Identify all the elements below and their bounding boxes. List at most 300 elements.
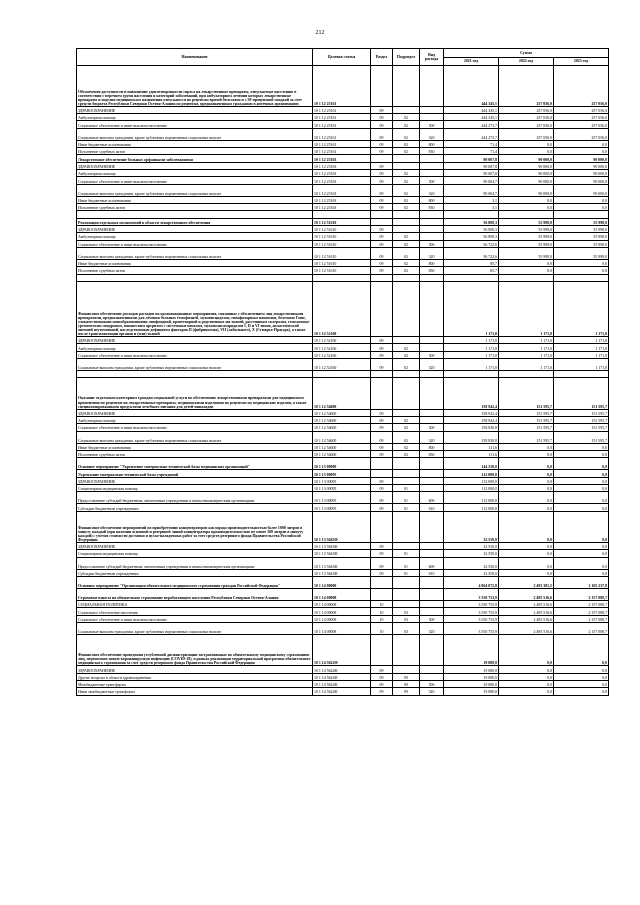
cell-expense-type xyxy=(420,666,444,673)
cell-name: Социальные выплаты гражданам, кроме публичных нормативных социальных выплат xyxy=(77,128,313,140)
header-name: Наименование xyxy=(77,49,313,66)
cell-2023: 90 000,0 xyxy=(554,162,609,169)
cell-2022: 0,0 xyxy=(499,450,554,457)
cell-subsection xyxy=(393,511,420,542)
cell-target: 10 1 12 51610 xyxy=(313,267,371,274)
cell-2022: 90 000,0 xyxy=(499,170,554,177)
cell-expense-type: 320 xyxy=(420,431,444,443)
cell-subsection: 02 xyxy=(393,240,420,247)
cell-2022: 2 485 516,6 xyxy=(499,615,554,622)
cell-2021: 56 808,3 xyxy=(444,233,499,240)
cell-2021: 56 808,3 xyxy=(444,225,499,232)
cell-subsection: 02 xyxy=(393,450,420,457)
table-row xyxy=(77,666,609,673)
cell-target xyxy=(313,274,371,281)
cell-expense-type xyxy=(420,281,444,336)
cell-section xyxy=(371,371,393,378)
cell-2022: 0,0 xyxy=(499,148,554,155)
table-body xyxy=(77,66,609,696)
cell-2021: 4 064 072,8 xyxy=(444,576,499,588)
cell-section: 09 xyxy=(371,504,393,511)
cell-subsection xyxy=(393,106,420,113)
cell-expense-type: 800 xyxy=(420,140,444,147)
cell-name: Социальное обеспечение и иные выплаты населению xyxy=(77,177,313,184)
cell-name xyxy=(77,274,313,281)
table-row xyxy=(77,218,609,225)
table-row xyxy=(77,177,609,184)
cell-2023: 0,0 xyxy=(554,484,609,491)
cell-2021: 90 007,8 xyxy=(444,162,499,169)
cell-subsection xyxy=(393,337,420,344)
cell-target: 10 1 14 00008 xyxy=(313,601,371,608)
cell-target: 10 1 13 00095 xyxy=(313,504,371,511)
cell-target: 10 1 12 51610 xyxy=(313,247,371,259)
cell-2022: 90 000,0 xyxy=(499,177,554,184)
cell-2023: 1 171,0 xyxy=(554,337,609,344)
cell-target: 10 1 12 51610 xyxy=(313,240,371,247)
cell-target: 10 1 12 25161 xyxy=(313,114,371,121)
cell-section xyxy=(371,458,393,470)
cell-subsection: 02 xyxy=(393,114,420,121)
cell-target: 10 1 13 00000 xyxy=(313,458,371,470)
cell-2021: 32 550,0 xyxy=(444,569,499,576)
table-row xyxy=(77,504,609,511)
table-row xyxy=(77,542,609,549)
cell-2021: 3 550 753,9 xyxy=(444,623,499,635)
table-row xyxy=(77,140,609,147)
cell-2021 xyxy=(444,211,499,218)
cell-2022: 0,0 xyxy=(499,267,554,274)
cell-subsection: 02 xyxy=(393,443,420,450)
cell-target: 10 1 12 54600 xyxy=(313,431,371,443)
cell-expense-type xyxy=(420,484,444,491)
cell-2022: 0,0 xyxy=(499,688,554,695)
cell-target: 10 1 12 54600 xyxy=(313,450,371,457)
cell-2022: 90 000,0 xyxy=(499,184,554,196)
cell-subsection xyxy=(393,211,420,218)
cell-name: Амбулаторная помощь xyxy=(77,344,313,351)
cell-2022: 257 056,0 xyxy=(499,66,554,107)
cell-2021: 3,1 xyxy=(444,196,499,203)
cell-2022: 0,0 xyxy=(499,484,554,491)
cell-subsection: 02 xyxy=(393,128,420,140)
cell-expense-type: 320 xyxy=(420,359,444,371)
cell-subsection: 02 xyxy=(393,259,420,266)
cell-subsection: 02 xyxy=(393,359,420,371)
cell-2021: 56 808,3 xyxy=(444,218,499,225)
cell-name: ЗДРАВООХРАНЕНИЕ xyxy=(77,666,313,673)
cell-target: 10 1 14 5622Ф xyxy=(313,680,371,687)
cell-target: 10 1 12 25163 xyxy=(313,155,371,162)
table-row xyxy=(77,114,609,121)
cell-name: Амбулаторная помощь xyxy=(77,233,313,240)
cell-target: 10 1 14 00008 xyxy=(313,608,371,615)
table-row xyxy=(77,337,609,344)
cell-section: 09 xyxy=(371,128,393,140)
cell-expense-type xyxy=(420,409,444,416)
cell-2023 xyxy=(554,211,609,218)
cell-section: 09 xyxy=(371,162,393,169)
cell-2022: 90 000,0 xyxy=(499,162,554,169)
cell-2021: 32 550,0 xyxy=(444,542,499,549)
cell-2021: 444 273,7 xyxy=(444,128,499,140)
cell-target: 10 1 12 25163 xyxy=(313,162,371,169)
cell-name: Иные бюджетные ассигнования xyxy=(77,140,313,147)
cell-2023: 2 157 088,7 xyxy=(554,615,609,622)
table-row xyxy=(77,211,609,218)
table-row xyxy=(77,424,609,431)
table-row xyxy=(77,635,609,666)
cell-2022: 0,0 xyxy=(499,140,554,147)
cell-2022: 257 056,0 xyxy=(499,128,554,140)
cell-target: 10 1 12 51610 xyxy=(313,225,371,232)
cell-subsection: 02 xyxy=(393,431,420,443)
cell-2022: 1 171,0 xyxy=(499,281,554,336)
cell-section: 09 xyxy=(371,477,393,484)
cell-expense-type xyxy=(420,511,444,542)
cell-2021: 444 345,1 xyxy=(444,66,499,107)
table-row xyxy=(77,148,609,155)
cell-2021: 3 550 753,9 xyxy=(444,601,499,608)
cell-2023: 0,0 xyxy=(554,450,609,457)
cell-section: 09 xyxy=(371,351,393,358)
cell-target: 10 1 12 52160 xyxy=(313,344,371,351)
cell-name: Оказание отдельным категориям граждан социальной услуги по обеспечению лекарственными препаратами для медицинского применения по рецептам на лекарственные препараты, медицинскими изделиями по рецептам на медицинские изделия, а также специализированными продуктами лечебного питания для детей-инвалидов xyxy=(77,378,313,409)
cell-subsection: 09 xyxy=(393,688,420,695)
cell-target: 10 1 13 5643Ф xyxy=(313,550,371,557)
cell-name: Субсидии бюджетным учреждениям xyxy=(77,569,313,576)
table-row xyxy=(77,344,609,351)
cell-section: 09 xyxy=(371,170,393,177)
cell-target: 10 1 12 25163 xyxy=(313,170,371,177)
cell-section: 09 xyxy=(371,416,393,423)
cell-2021: 111,6 xyxy=(444,443,499,450)
cell-2023: 257 056,0 xyxy=(554,121,609,128)
cell-section: 09 xyxy=(371,431,393,443)
cell-2022: 1 171,0 xyxy=(499,344,554,351)
header-target: Целевая статья xyxy=(313,49,371,66)
cell-2023: 151 595,7 xyxy=(554,378,609,409)
table-row xyxy=(77,615,609,622)
cell-section: 09 xyxy=(371,259,393,266)
cell-section: 09 xyxy=(371,443,393,450)
cell-expense-type xyxy=(420,477,444,484)
cell-subsection xyxy=(393,274,420,281)
cell-2023: 151 595,7 xyxy=(554,409,609,416)
cell-target: 10 1 13 5643Ф xyxy=(313,569,371,576)
cell-subsection: 02 xyxy=(393,121,420,128)
cell-name: Другие вопросы в области здравоохранения xyxy=(77,673,313,680)
cell-expense-type xyxy=(420,170,444,177)
cell-subsection: 02 xyxy=(393,140,420,147)
table-row xyxy=(77,477,609,484)
cell-2023: 1 171,0 xyxy=(554,359,609,371)
cell-expense-type xyxy=(420,673,444,680)
cell-2023: 257 056,0 xyxy=(554,106,609,113)
table-row xyxy=(77,623,609,635)
cell-name: Исполнение судебных актов xyxy=(77,204,313,211)
cell-subsection: 02 xyxy=(393,148,420,155)
cell-expense-type xyxy=(420,470,444,477)
cell-2022 xyxy=(499,211,554,218)
cell-expense-type xyxy=(420,371,444,378)
cell-section: 09 xyxy=(371,484,393,491)
cell-subsection: 02 xyxy=(393,184,420,196)
cell-2023: 0,0 xyxy=(554,511,609,542)
cell-2023: 0,0 xyxy=(554,477,609,484)
table-row xyxy=(77,351,609,358)
cell-target: 10 1 12 25161 xyxy=(313,121,371,128)
cell-2022: 0,0 xyxy=(499,196,554,203)
cell-2021: 90 004,7 xyxy=(444,184,499,196)
cell-subsection: 09 xyxy=(393,680,420,687)
cell-2021: 19 080,0 xyxy=(444,666,499,673)
cell-2023: 0,0 xyxy=(554,688,609,695)
cell-name: ЗДРАВООХРАНЕНИЕ xyxy=(77,225,313,232)
cell-2023: 1 171,0 xyxy=(554,351,609,358)
cell-subsection: 02 xyxy=(393,177,420,184)
cell-name: Социальные выплаты гражданам, кроме публичных нормативных социальных выплат xyxy=(77,184,313,196)
cell-expense-type xyxy=(420,337,444,344)
cell-2021: 112 000,0 xyxy=(444,477,499,484)
cell-name: Иные бюджетные ассигнования xyxy=(77,259,313,266)
cell-section: 09 xyxy=(371,569,393,576)
cell-2023: 0,0 xyxy=(554,148,609,155)
header-expense-type: Вид расхода xyxy=(420,49,444,66)
cell-expense-type: 800 xyxy=(420,259,444,266)
cell-expense-type: 320 xyxy=(420,623,444,635)
cell-section: 09 xyxy=(371,121,393,128)
cell-subsection: 03 xyxy=(393,615,420,622)
cell-expense-type xyxy=(420,576,444,588)
cell-2023: 151 595,7 xyxy=(554,416,609,423)
cell-target: 10 1 13 00095 xyxy=(313,470,371,477)
cell-subsection xyxy=(393,155,420,162)
cell-2021: 444 273,7 xyxy=(444,121,499,128)
table-row xyxy=(77,378,609,409)
cell-section: 09 xyxy=(371,359,393,371)
page-number: 212 xyxy=(315,30,325,36)
cell-section: 09 xyxy=(371,140,393,147)
cell-subsection: 02 xyxy=(393,247,420,259)
cell-2022: 2 485 516,6 xyxy=(499,608,554,615)
table-row xyxy=(77,601,609,608)
table-row xyxy=(77,680,609,687)
cell-target: 10 1 12 51610 xyxy=(313,259,371,266)
cell-target: 10 1 12 54600 xyxy=(313,409,371,416)
cell-name xyxy=(77,371,313,378)
cell-name: Социальные выплаты гражданам, кроме публичных нормативных социальных выплат xyxy=(77,247,313,259)
cell-section: 09 xyxy=(371,196,393,203)
cell-section xyxy=(371,511,393,542)
cell-subsection: 09 xyxy=(393,673,420,680)
cell-section xyxy=(371,589,393,601)
table-row xyxy=(77,267,609,274)
table-row xyxy=(77,274,609,281)
cell-2023: 0,0 xyxy=(554,504,609,511)
cell-section: 09 xyxy=(371,450,393,457)
cell-target: 10 1 14 00008 xyxy=(313,623,371,635)
cell-2022: 0,0 xyxy=(499,477,554,484)
cell-section xyxy=(371,66,393,107)
cell-2023: 1 171,0 xyxy=(554,344,609,351)
cell-target: 10 1 12 54600 xyxy=(313,416,371,423)
cell-target: 10 1 13 5643Ф xyxy=(313,557,371,569)
cell-2023: 0,0 xyxy=(554,492,609,504)
cell-2021: 112 000,0 xyxy=(444,470,499,477)
cell-2023: 0,0 xyxy=(554,204,609,211)
cell-2023: 0,0 xyxy=(554,550,609,557)
cell-2023: 0,0 xyxy=(554,196,609,203)
cell-name: Амбулаторная помощь xyxy=(77,114,313,121)
cell-2022: 90 000,0 xyxy=(499,155,554,162)
cell-expense-type: 300 xyxy=(420,615,444,622)
cell-target: 10 1 13 00095 xyxy=(313,492,371,504)
table-row xyxy=(77,121,609,128)
table-row xyxy=(77,281,609,336)
cell-name: Иные бюджетные ассигнования xyxy=(77,196,313,203)
cell-section xyxy=(371,576,393,588)
cell-section: 09 xyxy=(371,492,393,504)
cell-name: Исполнение судебных актов xyxy=(77,148,313,155)
cell-subsection: 01 xyxy=(393,550,420,557)
cell-2022: 257 056,0 xyxy=(499,106,554,113)
cell-section: 10 xyxy=(371,608,393,615)
table-row xyxy=(77,225,609,232)
cell-expense-type: 800 xyxy=(420,196,444,203)
cell-name: Субсидии бюджетным учреждениям xyxy=(77,504,313,511)
cell-subsection: 02 xyxy=(393,344,420,351)
cell-target: 10 1 12 52160 xyxy=(313,351,371,358)
cell-2021: 32 550,0 xyxy=(444,557,499,569)
cell-target: 10 1 14 5622Ф xyxy=(313,635,371,666)
cell-subsection: 01 xyxy=(393,569,420,576)
cell-2021: 1 171,0 xyxy=(444,359,499,371)
cell-2022: 2 485 516,6 xyxy=(499,589,554,601)
cell-2022: 0,0 xyxy=(499,492,554,504)
table-row xyxy=(77,557,609,569)
cell-2021: 56 722,6 xyxy=(444,247,499,259)
cell-section: 09 xyxy=(371,225,393,232)
cell-expense-type: 830 xyxy=(420,148,444,155)
cell-name: Реализация отдельных полномочий в области лекарственного обеспечения xyxy=(77,218,313,225)
cell-subsection: 02 xyxy=(393,196,420,203)
cell-2022: 0,0 xyxy=(499,557,554,569)
cell-target xyxy=(313,371,371,378)
cell-section: 09 xyxy=(371,233,393,240)
cell-2023: 151 595,7 xyxy=(554,424,609,431)
cell-2022: 0,0 xyxy=(499,458,554,470)
cell-2021: 3 550 753,9 xyxy=(444,589,499,601)
cell-subsection xyxy=(393,281,420,336)
cell-2023: 0,0 xyxy=(554,443,609,450)
table-row xyxy=(77,247,609,259)
table-row xyxy=(77,66,609,107)
cell-section xyxy=(371,274,393,281)
cell-subsection xyxy=(393,601,420,608)
cell-expense-type: 600 xyxy=(420,557,444,569)
cell-subsection xyxy=(393,66,420,107)
cell-section: 09 xyxy=(371,409,393,416)
cell-target: 10 1 12 25163 xyxy=(313,196,371,203)
cell-expense-type xyxy=(420,162,444,169)
cell-2023: 90 000,0 xyxy=(554,177,609,184)
cell-subsection: 02 xyxy=(393,204,420,211)
cell-2022: 1 171,0 xyxy=(499,359,554,371)
cell-section: 09 xyxy=(371,204,393,211)
cell-2022: 55 998,0 xyxy=(499,225,554,232)
cell-target: 10 1 12 25161 xyxy=(313,106,371,113)
table-row xyxy=(77,431,609,443)
cell-2023: 0,0 xyxy=(554,470,609,477)
cell-target: 10 1 13 5643Ф xyxy=(313,511,371,542)
table-row xyxy=(77,450,609,457)
cell-section: 09 xyxy=(371,542,393,549)
cell-name: ЗДРАВООХРАНЕНИЕ xyxy=(77,409,313,416)
cell-expense-type: 300 xyxy=(420,240,444,247)
cell-expense-type xyxy=(420,66,444,107)
cell-expense-type xyxy=(420,218,444,225)
cell-2022: 55 998,0 xyxy=(499,233,554,240)
cell-name: Межбюджетные трансферты xyxy=(77,680,313,687)
table-row xyxy=(77,511,609,542)
cell-subsection: 03 xyxy=(393,623,420,635)
cell-2023: 55 998,0 xyxy=(554,247,609,259)
cell-name: СОЦИАЛЬНАЯ ПОЛИТИКА xyxy=(77,601,313,608)
cell-name: Исполнение судебных актов xyxy=(77,267,313,274)
cell-expense-type xyxy=(420,155,444,162)
cell-2023: 0,0 xyxy=(554,458,609,470)
cell-2021: 112 000,0 xyxy=(444,504,499,511)
cell-2021: 158 942,4 xyxy=(444,416,499,423)
cell-expense-type: 300 xyxy=(420,351,444,358)
cell-expense-type xyxy=(420,106,444,113)
cell-expense-type: 830 xyxy=(420,450,444,457)
cell-subsection xyxy=(393,378,420,409)
cell-expense-type xyxy=(420,601,444,608)
cell-2021: 90 007,8 xyxy=(444,155,499,162)
cell-2023: 257 056,0 xyxy=(554,128,609,140)
cell-2022: 0,0 xyxy=(499,635,554,666)
table-row xyxy=(77,359,609,371)
cell-name: Предоставление субсидий бюджетным, автономным учреждениям и иным некоммерческим организациям xyxy=(77,492,313,504)
cell-subsection xyxy=(393,542,420,549)
cell-target: 10 1 12 25163 xyxy=(313,204,371,211)
cell-name: Исполнение судебных актов xyxy=(77,450,313,457)
cell-2023: 0,0 xyxy=(554,140,609,147)
cell-section: 10 xyxy=(371,623,393,635)
table-row xyxy=(77,196,609,203)
header-section: Раздел xyxy=(371,49,393,66)
cell-2021: 111,6 xyxy=(444,450,499,457)
cell-2022: 1 171,0 xyxy=(499,351,554,358)
cell-2022: 0,0 xyxy=(499,504,554,511)
cell-2022: 2 485 516,6 xyxy=(499,601,554,608)
cell-name: Финансовое обеспечение расходов расходов на организационные мероприятия, связанные с обеспечением лиц лекарственными препаратами, предназначенными для лечения больных гемофилией, муковисцидозом, гипофизарным нанизмом, болезнью Гоше, злокачественными новообразованиями лимфоидной, кроветворной и родственных им тканей, рассеянным склерозом, гемолитико-уремическим синдромом, юношеским артритом с системным началом, мукополисахаридозом I, II и VI типов, апластической анемией неуточненной, наследственным дефицитом факторов II (фибриногена), VII (лабильного), X (Стюарта-Прауэра), а также после трансплантации органов и (или) тканей xyxy=(77,281,313,336)
cell-name: ЗДРАВООХРАНЕНИЕ xyxy=(77,162,313,169)
cell-2021: 158 942,4 xyxy=(444,409,499,416)
cell-subsection: 02 xyxy=(393,233,420,240)
cell-2023: 90 000,0 xyxy=(554,155,609,162)
cell-2021: 71,4 xyxy=(444,140,499,147)
cell-section: 09 xyxy=(371,177,393,184)
cell-2023: 0,0 xyxy=(554,267,609,274)
cell-name: ЗДРАВООХРАНЕНИЕ xyxy=(77,106,313,113)
cell-2023: 257 056,0 xyxy=(554,66,609,107)
cell-2022: 0,0 xyxy=(499,511,554,542)
cell-2021: 158 830,8 xyxy=(444,431,499,443)
cell-2021 xyxy=(444,371,499,378)
